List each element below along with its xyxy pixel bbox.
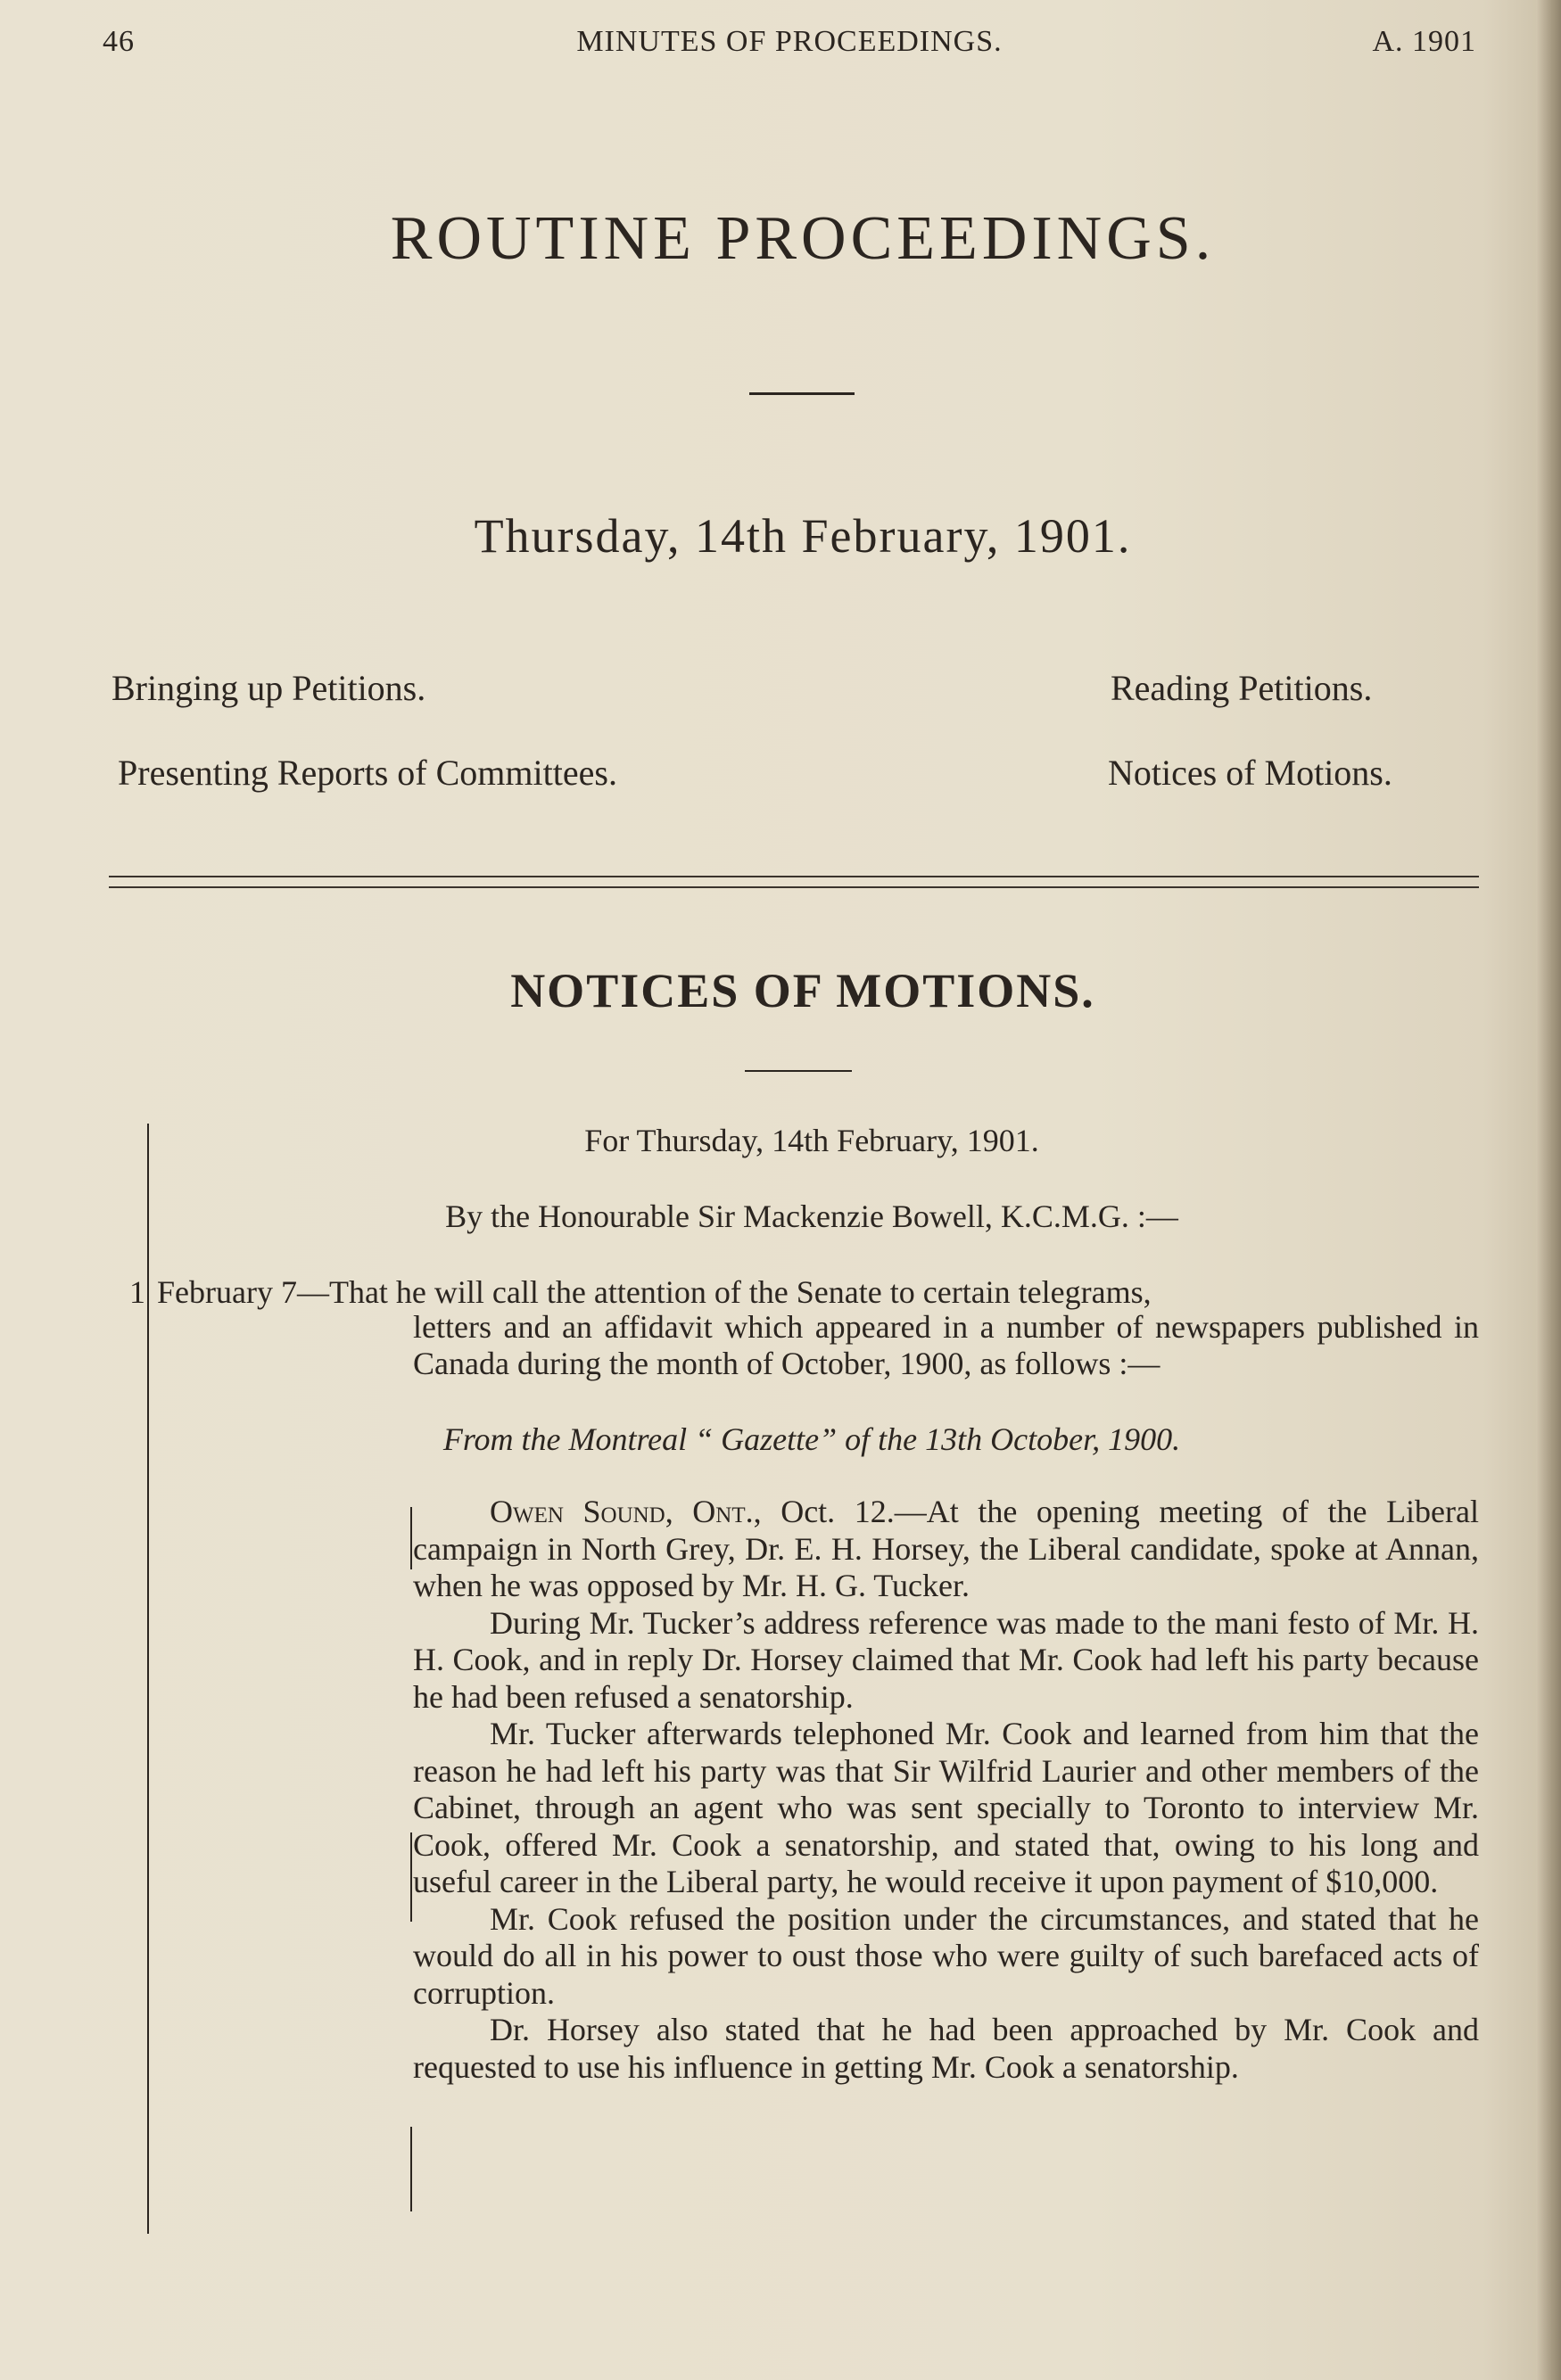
double-rule-divider	[109, 876, 1479, 888]
divider	[745, 1070, 852, 1072]
motion-first-line: February 7—That he will call the attention of the Senate to certain telegrams,	[157, 1274, 1152, 1310]
routine-date: Thursday, 14th February, 1901.	[474, 509, 1132, 563]
routine-item: Presenting Reports of Committees.	[118, 753, 617, 793]
page-number: 46	[103, 25, 135, 58]
newspaper-source: From the Montreal “ Gazette” of the 13th October, 1900.	[442, 1421, 1181, 1457]
margin-rule	[147, 1124, 149, 2234]
divider	[749, 392, 855, 395]
paragraph: Dr. Horsey also stated that he had been approached by Mr. Cook and requested to use his influence in getting Mr. Cook a senatorship.	[413, 2012, 1479, 2085]
paragraph: Owen Sound, Ont., Oct. 12.—At the opening meeting of the Liberal campaign in North Grey, Dr. E. H. Horsey, the Liberal candidate, spoke at Annan, when he was opposed by Mr. H. G. Tucker.	[413, 1494, 1480, 1603]
paragraph: During Mr. Tucker’s address reference was made to the mani festo of Mr. H. H. Cook, and in reply Dr. Horsey claimed that Mr. Cook had left his party because he had been refused a senatorship.	[413, 1604, 1479, 1715]
routine-item: Reading Petitions.	[1111, 668, 1373, 708]
routine-item: Bringing up Petitions.	[112, 668, 426, 708]
newspaper-extract	[413, 1494, 1479, 2086]
notices-of-motions-title: NOTICES OF MOTIONS.	[510, 964, 1095, 1017]
paragraph: Mr. Cook refused the position under the circumstances, and stated that he would do all in his power to oust those who were guilty of such barefaced acts of corruption.	[413, 1900, 1479, 2011]
margin-rule	[410, 1507, 412, 1569]
dateline: Owen Sound, Ont.,	[490, 1494, 762, 1529]
motion-number: 1	[129, 1274, 145, 1310]
page-edge	[1536, 0, 1561, 2380]
running-header	[103, 25, 1476, 61]
header-year: A. 1901	[1372, 25, 1476, 58]
motion-continuation: letters and an affidavit which appeared in a number of newspapers published in Canada during the month of October, 1900, as follows :—	[413, 1309, 1479, 1381]
notice-date: For Thursday, 14th February, 1901.	[584, 1123, 1039, 1158]
margin-rule	[410, 1832, 412, 1922]
routine-item: Notices of Motions.	[1108, 753, 1392, 793]
paragraph: Mr. Tucker afterwards telephoned Mr. Cook and learned from him that the reason he had left his party was that Sir Wilfrid Laurier and other members of the Cabinet, through an agent who was sent specially to Toronto to interview Mr. Cook, offered Mr. Cook a senatorship, and stated that, owing to his long and useful career in the Liberal party, he would receive it upon payment of $10,000.	[413, 1716, 1479, 1899]
running-title: MINUTES OF PROCEEDINGS.	[576, 25, 1003, 58]
routine-proceedings-title: ROUTINE PROCEEDINGS.	[390, 204, 1216, 273]
margin-rule	[410, 2127, 412, 2211]
notice-by-line: By the Honourable Sir Mackenzie Bowell, K.C.M.G. :—	[445, 1198, 1178, 1234]
